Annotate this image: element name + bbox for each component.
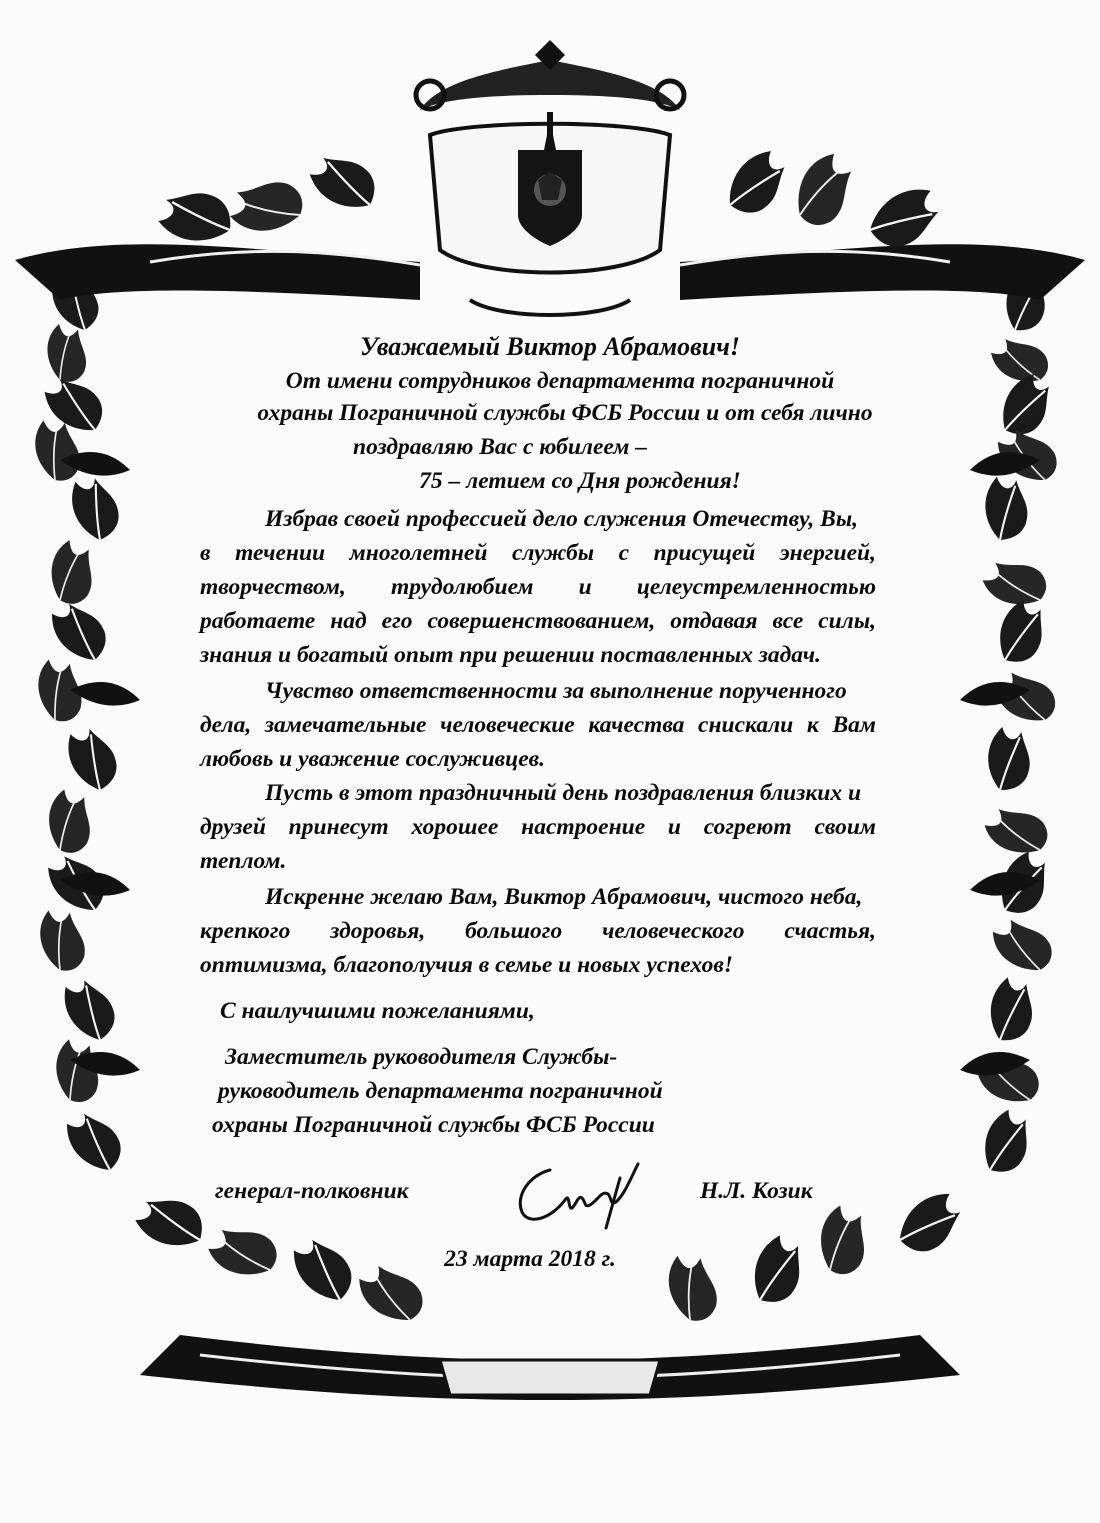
rank: генерал-полковник (215, 1178, 409, 1204)
date: 23 марта 2018 г. (444, 1246, 616, 1272)
signer-name: Н.Л. Козик (700, 1178, 813, 1204)
paragraph1-line-5: знания и богатый опыт при решении поставленных задач. (200, 642, 821, 668)
paragraph1-line-3: творчеством, трудолюбием и целеустремленностью (200, 574, 876, 600)
position-line-3: охраны Пограничной службы ФСБ России (212, 1112, 655, 1138)
intro-line-2: охраны Пограничной службы ФСБ России и от себя лично (257, 400, 873, 426)
closing: С наилучшими пожеланиями, (220, 998, 535, 1024)
signature (510, 1150, 645, 1240)
intro-line-3: поздравляю Вас с юбилеем – (353, 434, 647, 460)
paragraph4-line-3: оптимизма, благополучия в семье и новых успехов! (200, 952, 733, 978)
position-line-1: Заместитель руководителя Службы- (225, 1044, 618, 1070)
paragraph4-line-1: Искренне желаю Вам, Виктор Абрамович, чистого неба, (265, 884, 863, 910)
left-oak-garland (24, 269, 140, 1180)
paragraph1-line-2: в течении многолетней службы с присущей энергией, (200, 540, 876, 566)
paragraph3-line-3: теплом. (200, 848, 287, 874)
paragraph1-line-4: работаете над его совершенствованием, отдавая все силы, (200, 608, 876, 634)
right-oak-garland (960, 270, 1062, 1182)
paragraph2-line-1: Чувство ответственности за выполнение порученного (265, 678, 847, 704)
paragraph2-line-2: дела, замечательные человеческие качества снискали к Вам (200, 712, 876, 738)
position-line-2: руководитель департамента пограничной (218, 1078, 663, 1104)
greeting: Уважаемый Виктор Абрамович! (359, 332, 741, 361)
paragraph2-line-3: любовь и уважение сослуживцев. (200, 746, 546, 772)
paragraph4-line-2: крепкого здоровья, большого человеческого счастья, (200, 918, 876, 944)
intro-line-1: От имени сотрудников департамента пограничной (285, 368, 835, 394)
paragraph3-line-1: Пусть в этот праздничный день поздравления близких и (265, 780, 862, 806)
paragraph3-line-2: друзей принесут хорошее настроение и согреют своим (200, 814, 876, 840)
intro-line-4: 75 – летием со Дня рождения! (419, 468, 741, 494)
paragraph1-line-1: Избрав своей профессией дело служения Отечеству, Вы, (265, 506, 859, 532)
